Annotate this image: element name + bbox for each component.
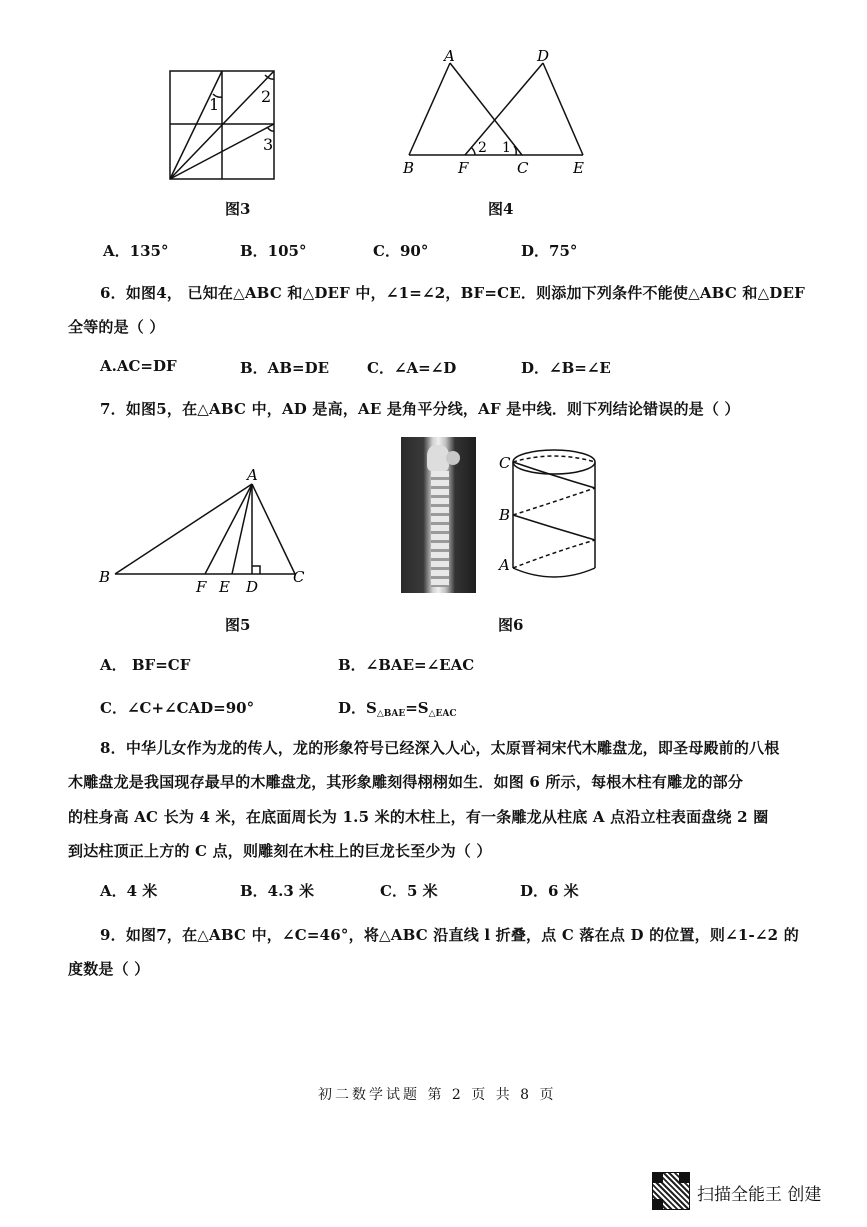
q5-option-a: A．135° <box>103 242 169 260</box>
fig3-label-2: 2 <box>261 87 272 106</box>
q6-stem-line2: 全等的是（ ） <box>68 318 165 336</box>
q7-option-a: A． BF=CF <box>100 656 191 674</box>
q6-option-b: B．AB=DE <box>240 359 330 377</box>
q7-option-d-prefix: D．S <box>338 699 377 717</box>
q6-stem-line1: 6．如图4， 已知在△ABC 和△DEF 中，∠1=∠2，BF=CE．则添加下列条件不能使△ABC 和△DEF <box>100 284 806 302</box>
figure-4 <box>395 45 600 180</box>
fig3-label-1: 1 <box>209 95 220 114</box>
fig5-point-c: C <box>293 568 305 586</box>
q5-option-d: D．75° <box>521 242 578 260</box>
fig4-point-a: A <box>444 47 455 65</box>
q7-option-d <box>338 697 457 719</box>
q6-option-d: D．∠B=∠E <box>521 359 611 377</box>
fig5-point-e: E <box>219 578 230 596</box>
q6-option-c: C．∠A=∠D <box>367 359 457 377</box>
fig4-point-c: C <box>517 159 529 177</box>
fig3-label-3: 3 <box>263 135 274 154</box>
figure-4-caption: 图4 <box>488 200 514 218</box>
fig4-angle-1: 1 <box>502 140 511 156</box>
q8-stem-line1: 8．中华儿女作为龙的传人，龙的形象符号已经深入人心，太原晋祠宋代木雕盘龙，即圣母殿前的八根 <box>100 739 780 757</box>
q7-option-b: B．∠BAE=∠EAC <box>338 656 475 674</box>
figure-3 <box>165 66 280 184</box>
fig6-point-a: A <box>499 556 510 574</box>
figure-6-cylinder <box>495 440 605 590</box>
page-footer: 初二数学试题 第 2 页 共 8 页 <box>318 1087 557 1103</box>
q7-stem: 7．如图5，在△ABC 中，AD 是高，AE 是角平分线，AF 是中线．则下列结论错误的是（ ） <box>100 400 740 418</box>
figure-3-caption: 图3 <box>225 200 251 218</box>
q7-option-d-eq: =S <box>405 699 429 717</box>
fig6-point-c: C <box>499 454 511 472</box>
q8-option-d: D．6 米 <box>520 882 579 900</box>
q7-option-d-sub2: △EAC <box>428 709 457 719</box>
fig4-point-e: E <box>573 159 584 177</box>
q7-option-d-sub1: △BAE <box>376 709 406 719</box>
fig5-point-d: D <box>246 578 259 596</box>
fig4-point-b: B <box>403 159 415 177</box>
fig4-point-f: F <box>458 159 469 177</box>
q8-option-a: A．4 米 <box>100 882 158 900</box>
q9-stem-line2: 度数是（ ） <box>68 960 150 978</box>
scanner-watermark-text: 扫描全能王 创建 <box>697 1185 822 1205</box>
fig5-point-b: B <box>99 568 111 586</box>
qr-code-icon <box>652 1172 690 1210</box>
figure-5-caption: 图5 <box>225 616 251 634</box>
figure-6-caption: 图6 <box>498 616 524 634</box>
q9-stem-line1: 9．如图7，在△ABC 中，∠C=46°，将△ABC 沿直线 l 折叠，点 C 落在点 D 的位置，则∠1-∠2 的 <box>100 926 799 944</box>
fig4-point-d: D <box>537 47 550 65</box>
fig5-point-f: F <box>196 578 207 596</box>
q8-option-c: C．5 米 <box>380 882 438 900</box>
q8-option-b: B．4.3 米 <box>240 882 314 900</box>
figure-5 <box>95 462 315 597</box>
q5-option-c: C．90° <box>373 242 429 260</box>
q8-stem-line2: 木雕盘龙是我国现存最早的木雕盘龙，其形象雕刻得栩栩如生．如图 6 所示，每根木柱有雕龙的部分 <box>68 773 744 791</box>
q6-option-a: A.AC=DF <box>100 357 177 375</box>
fig6-point-b: B <box>499 506 511 524</box>
dragon-pillar-photo <box>401 437 476 593</box>
q5-option-b: B．105° <box>240 242 307 260</box>
fig4-angle-2: 2 <box>478 140 487 156</box>
q8-stem-line4: 到达柱顶正上方的 C 点，则雕刻在木柱上的巨龙长至少为（ ） <box>68 842 492 860</box>
q8-stem-line3: 的柱身高 AC 长为 4 米，在底面周长为 1.5 米的木柱上，有一条雕龙从柱底 A 点沿立柱表面盘绕 2 圈 <box>68 808 769 826</box>
fig5-point-a: A <box>247 466 258 484</box>
q7-option-c: C．∠C+∠CAD=90° <box>100 699 255 717</box>
